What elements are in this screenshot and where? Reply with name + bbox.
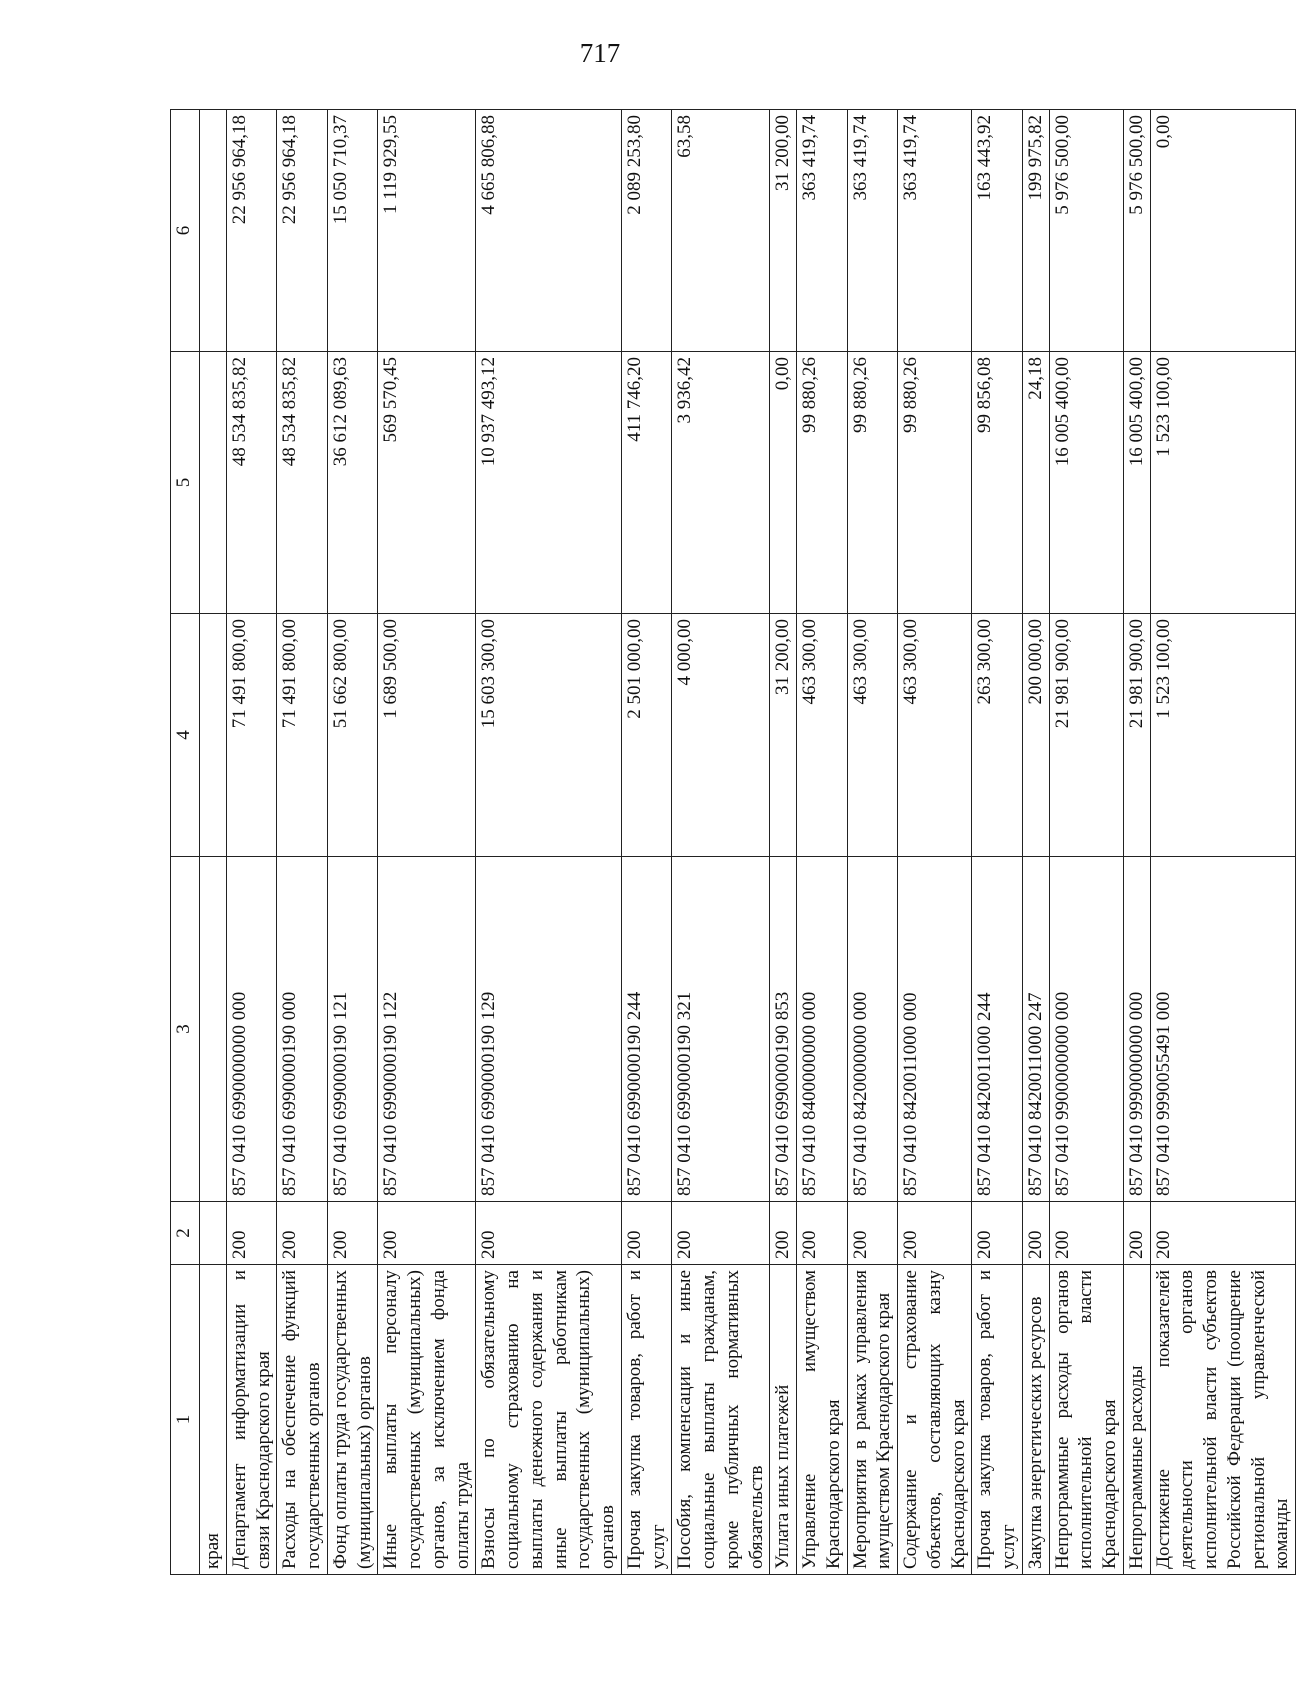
row-code: 200 <box>226 1202 277 1265</box>
row-col5: 569 570,45 <box>378 352 476 614</box>
row-classification: 857 0410 6990000000 000 <box>226 857 277 1202</box>
row-classification: 857 0410 6990000190 129 <box>476 857 622 1202</box>
row-name: Закупка энергетических ресурсов <box>1022 1265 1049 1575</box>
row-col4: 2 501 000,00 <box>621 614 672 857</box>
table-row <box>378 110 476 1575</box>
row-classification: 857 0410 6990000190 244 <box>621 857 672 1202</box>
table-row <box>1049 110 1123 1575</box>
row-name: Содержание и страхование объектов, составляющих казну Краснодарского края <box>898 1265 972 1575</box>
row-col4: 71 491 800,00 <box>226 614 277 857</box>
row-col5: 99 880,26 <box>847 352 898 614</box>
table-row <box>672 110 770 1575</box>
row-col5: 99 880,26 <box>797 352 848 614</box>
header-col-4: 4 <box>171 614 200 857</box>
row-code: 200 <box>972 1202 1023 1265</box>
row-code: 200 <box>797 1202 848 1265</box>
row-code: 200 <box>476 1202 622 1265</box>
row-col5: 3 936,42 <box>672 352 770 614</box>
table-row <box>621 110 672 1575</box>
row-col4: 21 981 900,00 <box>1123 614 1150 857</box>
row-col6: 199 975,82 <box>1022 110 1049 352</box>
row-code: 200 <box>327 1202 378 1265</box>
row-col5: 10 937 493,12 <box>476 352 622 614</box>
header-col-5: 5 <box>171 352 200 614</box>
table-row <box>797 110 848 1575</box>
budget-table <box>170 109 1296 1575</box>
row-code: 200 <box>1150 1202 1296 1265</box>
row-classification: 857 0410 6990000190 853 <box>770 857 797 1202</box>
row-col4: 31 200,00 <box>770 614 797 857</box>
row-col5: 1 523 100,00 <box>1150 352 1296 614</box>
row-col6: 4 665 806,88 <box>476 110 622 352</box>
row-col6: 22 956 964,18 <box>277 110 328 352</box>
row-classification: 857 0410 8420000000 000 <box>847 857 898 1202</box>
row-code: 200 <box>277 1202 328 1265</box>
row-col6: 22 956 964,18 <box>226 110 277 352</box>
row-col4: 4 000,00 <box>672 614 770 857</box>
row-col5: 16 005 400,00 <box>1123 352 1150 614</box>
row-col4: 263 300,00 <box>972 614 1023 857</box>
row-name: Непрограммные расходы <box>1123 1265 1150 1575</box>
row-name: Иные выплаты персоналу государственных (муниципальных) органов, за исключением фонда оплаты труда <box>378 1265 476 1575</box>
table-row <box>277 110 328 1575</box>
row-classification: 857 0410 8400000000 000 <box>797 857 848 1202</box>
row-col6: 63,58 <box>672 110 770 352</box>
table-row <box>847 110 898 1575</box>
row-col4: 71 491 800,00 <box>277 614 328 857</box>
row-col6: 363 419,74 <box>898 110 972 352</box>
table-row <box>1123 110 1150 1575</box>
row-col6: 0,00 <box>1150 110 1296 352</box>
row-col5: 48 534 835,82 <box>226 352 277 614</box>
row-col5: 0,00 <box>770 352 797 614</box>
row-classification: 857 0410 6990000190 122 <box>378 857 476 1202</box>
row-col5: 24,18 <box>1022 352 1049 614</box>
rotated-table-container <box>170 110 1293 1575</box>
row-classification: 857 0410 8420011000 000 <box>898 857 972 1202</box>
table-row <box>476 110 622 1575</box>
row-col4: 463 300,00 <box>797 614 848 857</box>
row-code: 200 <box>1123 1202 1150 1265</box>
table-row <box>972 110 1023 1575</box>
row-col6: 163 443,92 <box>972 110 1023 352</box>
table-row <box>770 110 797 1575</box>
row-col6: 363 419,74 <box>797 110 848 352</box>
row-name: Расходы на обеспечение функций государственных органов <box>277 1265 328 1575</box>
row-col5: 36 612 089,63 <box>327 352 378 614</box>
row-col5: 99 880,26 <box>898 352 972 614</box>
page-number: 717 <box>579 38 621 68</box>
row-name: Прочая закупка товаров, работ и услуг <box>972 1265 1023 1575</box>
table-row <box>226 110 277 1575</box>
row-col4: 1 689 500,00 <box>378 614 476 857</box>
row-col4: 463 300,00 <box>847 614 898 857</box>
table-row <box>1022 110 1049 1575</box>
row-col4: 21 981 900,00 <box>1049 614 1123 857</box>
header-col-1: 1 <box>171 1265 200 1575</box>
row-classification: 857 0410 6990000190 121 <box>327 857 378 1202</box>
table-row <box>1150 110 1296 1575</box>
table-row <box>898 110 972 1575</box>
header-col-3: 3 <box>171 857 200 1202</box>
header-row <box>171 110 200 1575</box>
row-name: Мероприятия в рамках управления имуществом Краснодарского края <box>847 1265 898 1575</box>
row-col4: 463 300,00 <box>898 614 972 857</box>
header-col-2: 2 <box>171 1202 200 1265</box>
row-col4: 51 662 800,00 <box>327 614 378 857</box>
row-col5: 99 856,08 <box>972 352 1023 614</box>
row-name: Непрограммные расходы органов исполнительной власти Краснодарского края <box>1049 1265 1123 1575</box>
table-row <box>327 110 378 1575</box>
row-classification: 857 0410 9990055491 000 <box>1150 857 1296 1202</box>
row-col4: 200 000,00 <box>1022 614 1049 857</box>
row-col6: 31 200,00 <box>770 110 797 352</box>
continuation-label: края <box>200 1265 227 1575</box>
header-col-6: 6 <box>171 110 200 352</box>
row-name: Достижение показателей деятельности органов исполнительной власти субъектов Российской Федерации (поощрение региональной управленческой команды <box>1150 1265 1296 1575</box>
row-col6: 1 119 929,55 <box>378 110 476 352</box>
row-code: 200 <box>898 1202 972 1265</box>
row-name: Фонд оплаты труда государственных (муниципальных) органов <box>327 1265 378 1575</box>
row-classification: 857 0410 9900000000 000 <box>1049 857 1123 1202</box>
row-col6: 2 089 253,80 <box>621 110 672 352</box>
row-col5: 411 746,20 <box>621 352 672 614</box>
row-code: 200 <box>1022 1202 1049 1265</box>
row-classification: 857 0410 6990000190 321 <box>672 857 770 1202</box>
row-col6: 363 419,74 <box>847 110 898 352</box>
row-name: Пособия, компенсации и иные социальные выплаты гражданам, кроме публичных нормативных обязательств <box>672 1265 770 1575</box>
row-classification: 857 0410 8420011000 247 <box>1022 857 1049 1202</box>
row-name: Департамент информатизации и связи Краснодарского края <box>226 1265 277 1575</box>
row-col5: 48 534 835,82 <box>277 352 328 614</box>
row-code: 200 <box>378 1202 476 1265</box>
row-code: 200 <box>847 1202 898 1265</box>
row-code: 200 <box>672 1202 770 1265</box>
row-col4: 1 523 100,00 <box>1150 614 1296 857</box>
row-classification: 857 0410 8420011000 244 <box>972 857 1023 1202</box>
row-code: 200 <box>770 1202 797 1265</box>
row-classification: 857 0410 9990000000 000 <box>1123 857 1150 1202</box>
continuation-row <box>200 110 227 1575</box>
row-col4: 15 603 300,00 <box>476 614 622 857</box>
row-name: Прочая закупка товаров, работ и услуг <box>621 1265 672 1575</box>
row-classification: 857 0410 6990000190 000 <box>277 857 328 1202</box>
row-col6: 5 976 500,00 <box>1123 110 1150 352</box>
row-name: Уплата иных платежей <box>770 1265 797 1575</box>
row-code: 200 <box>1049 1202 1123 1265</box>
row-col6: 15 050 710,37 <box>327 110 378 352</box>
row-col5: 16 005 400,00 <box>1049 352 1123 614</box>
row-col6: 5 976 500,00 <box>1049 110 1123 352</box>
row-name: Управление имуществом Краснодарского края <box>797 1265 848 1575</box>
row-name: Взносы по обязательному социальному страхованию на выплаты денежного содержания и иные выплаты работникам государственных (муниципальных) органов <box>476 1265 622 1575</box>
row-code: 200 <box>621 1202 672 1265</box>
